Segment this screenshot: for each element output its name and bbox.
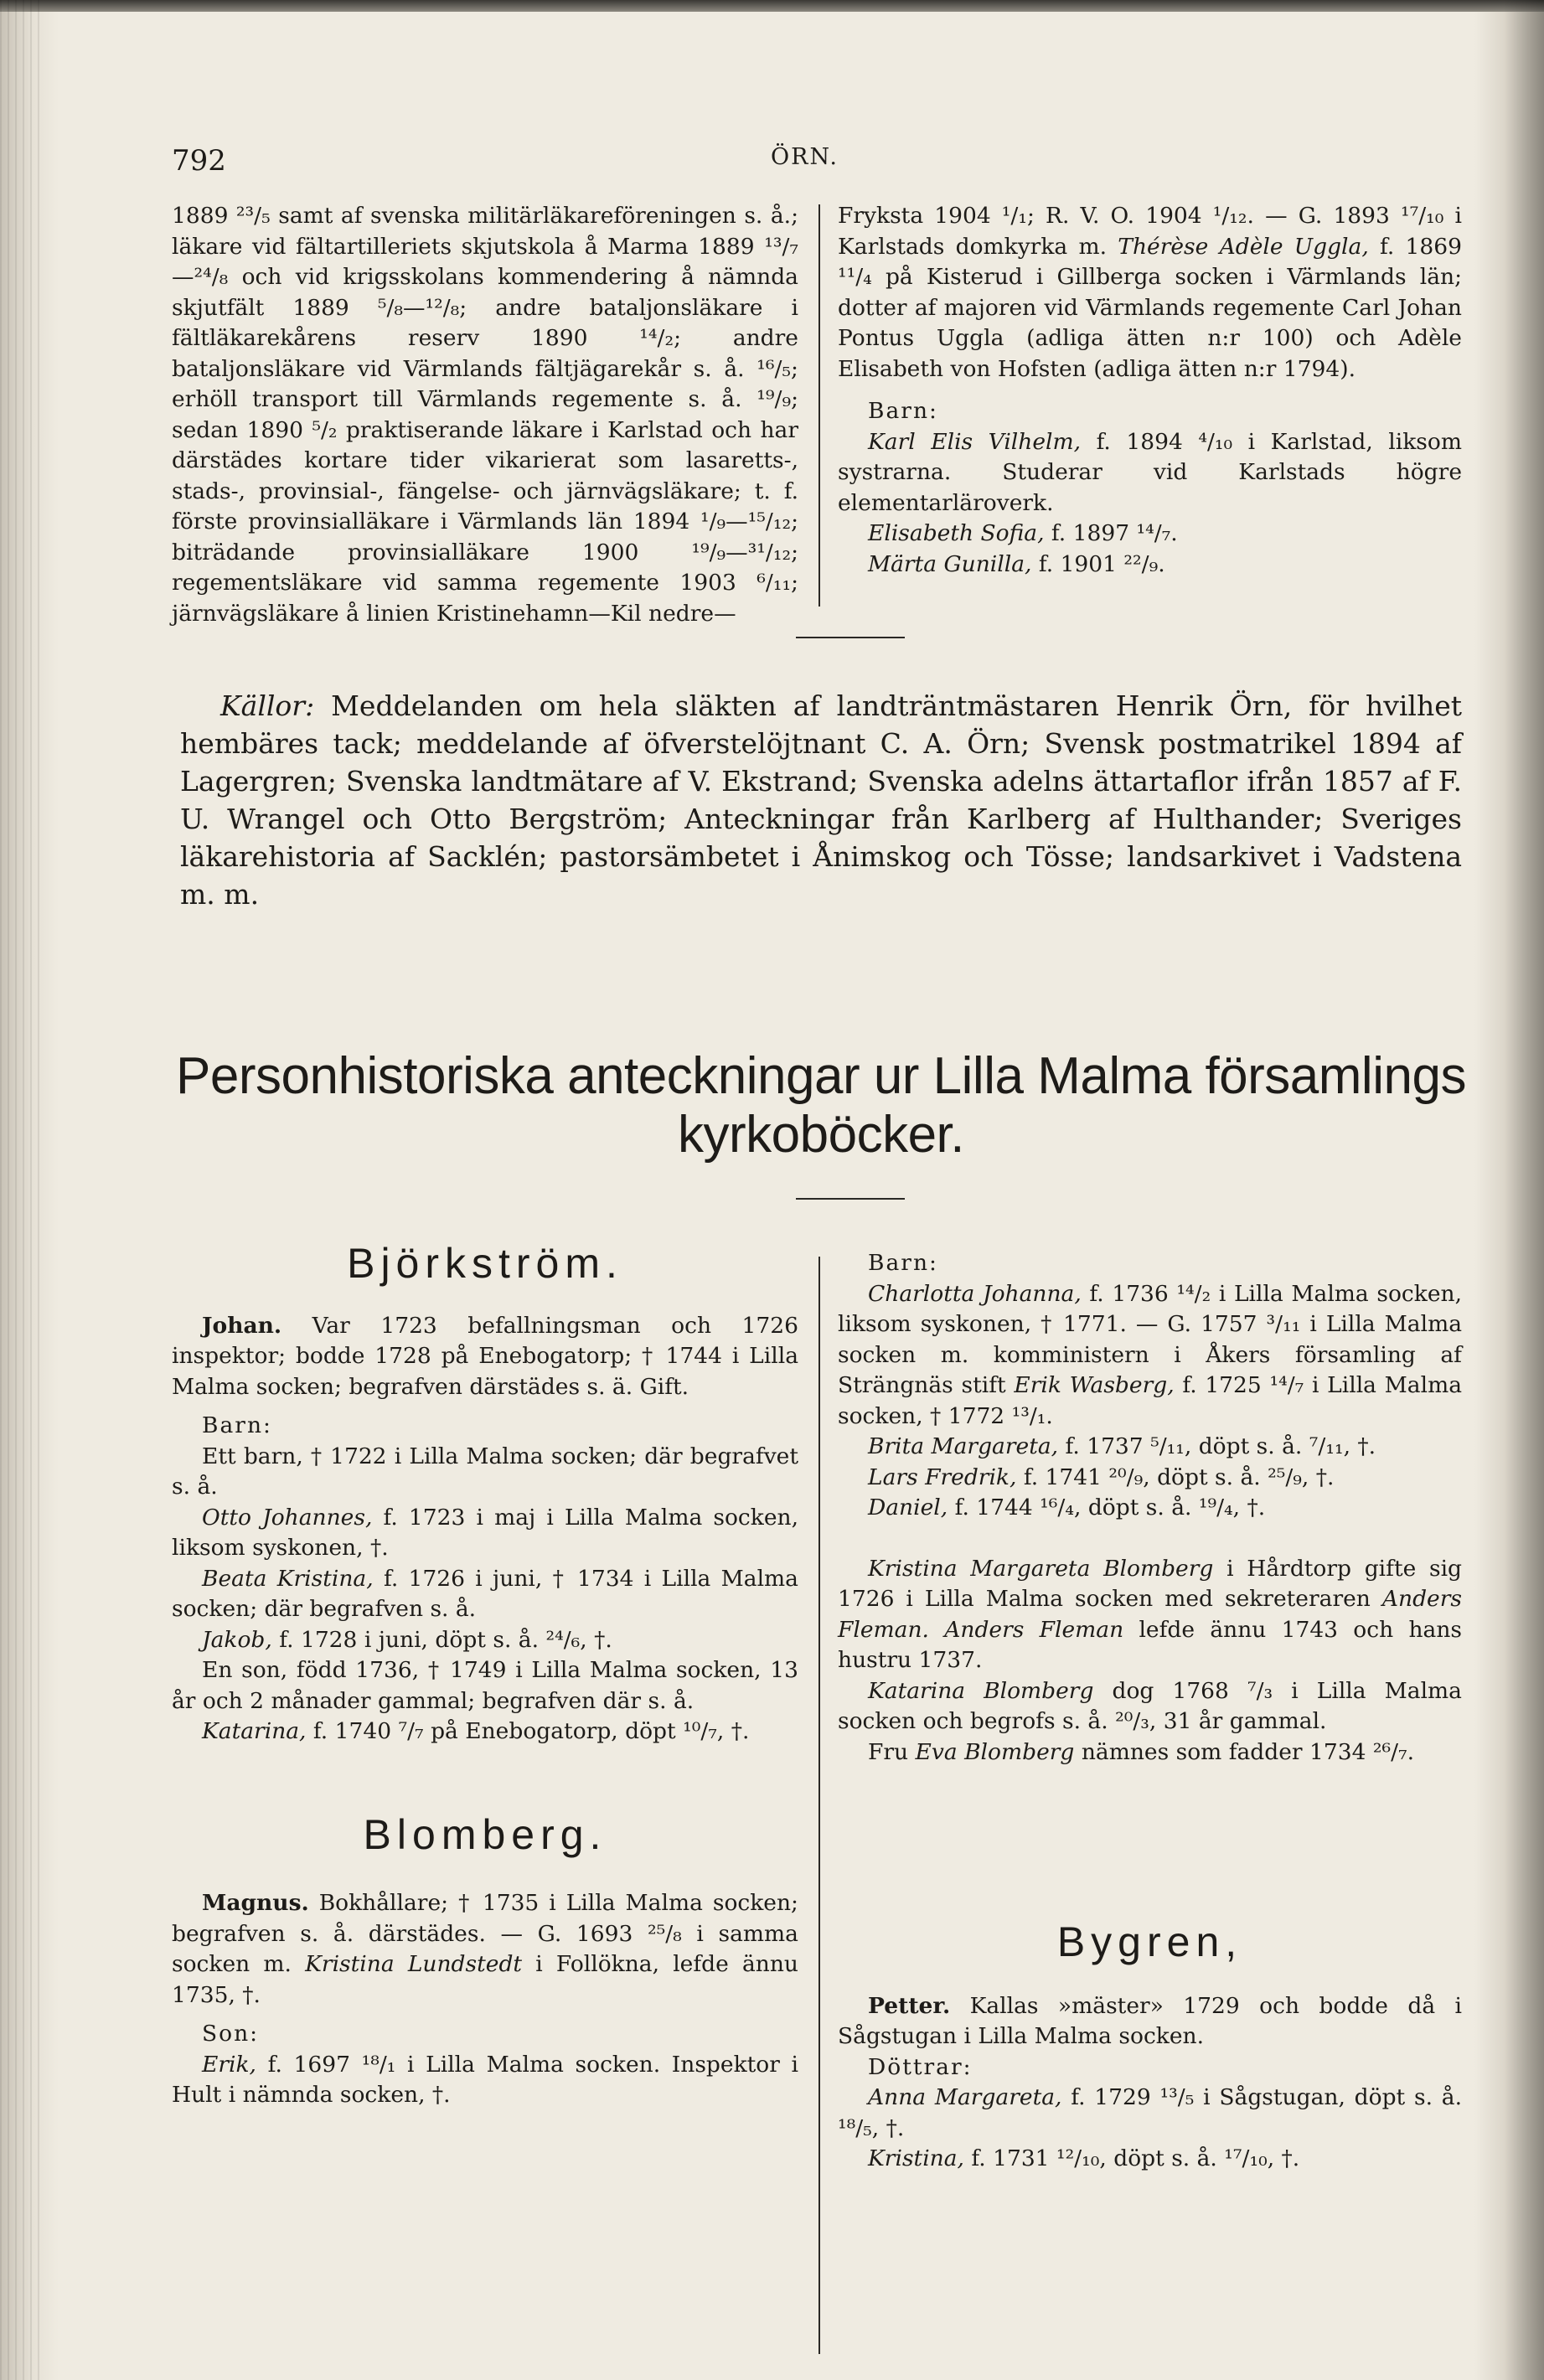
sources-paragraph: Källor: Meddelanden om hela släkten af landträntmästaren Henrik Örn, för hvilhet hembäres tack; meddelande af öfverstelöjtnant C. A. Örn; Svensk postmatrikel 1894 af Lagergren; Svenska landtmätare af V. Ekstrand; Svenska adelns ättartaflor ifrån 1857 af F. U. Wrangel och Otto Bergström; Anteckningar från Karlberg af Hulthander; Sveriges läkarehistoria af Sacklén; pastorsämbetet i Ånimskog och Tösse; landsarkivet i Vadstena m. m. (180, 689, 1462, 911)
child-entry: Charlotta Johanna, f. 1736 ¹⁴/₂ i Lilla Malma socken, liksom syskonen, † 1771. — G. 1757 ³/₁₁ i Lilla Malma socken m. komministern i Åkers församling af Strängnäs stift Erik Wasberg, f. 1725 ¹⁴/₇ i Lilla Malma socken, † 1772 ¹³/₁. (838, 1280, 1462, 1429)
section-title: Personhistoriska anteckningar ur Lilla Malma församlings kyrkoböcker. (176, 1047, 1466, 1164)
right-top-paragraph: Fryksta 1904 ¹/₁; R. V. O. 1904 ¹/₁₂. — G. 1893 ¹⁷/₁₀ i Karlstads domkyrka m. Thérèse Adèle Uggla, f. 1869 ¹¹/₄ på Kisterud i Gillberga socken i Värmlands län; dotter af majoren vid Värmlands regemente Carl Johan Pontus Uggla (adliga ätten n:r 100) och Adèle Elisabeth von Hofsten (adliga ätten n:r 1794). (838, 203, 1462, 382)
blomberg-note: Fru Eva Blomberg nämnes som fadder 1734 ²⁶/₇. (868, 1738, 1415, 1765)
surname-heading-bygren: Bygren, (1056, 1918, 1243, 1965)
column-divider-bottom (818, 1257, 820, 2354)
child-entry: Lars Fredrik, f. 1741 ²⁰/₉, döpt s. å. ²⁵/₉, †. (868, 1464, 1335, 1490)
person-entry: Petter. Kallas »mäster» 1729 och bodde då i Sågstugan i Lilla Malma socken. (838, 1992, 1462, 2049)
son-label: Son: (202, 2021, 260, 2047)
child-entry: Anna Margareta, f. 1729 ¹³/₅ i Sågstugan, döpt s. å. ¹⁸/₅, †. (838, 2084, 1462, 2141)
barn-label: Barn: (868, 398, 938, 424)
person-entry: Magnus. Bokhållare; † 1735 i Lilla Malma socken; begrafven s. å. därstädes. — G. 1693 ²⁵/₈ i samma socken m. Kristina Lundstedt i Follökna, lefde ännu 1735, †. (172, 1890, 798, 2008)
sources-label: Källor: (220, 689, 315, 722)
surname-heading-blomberg: Blomberg. (363, 1810, 607, 1858)
child-entry: Erik, f. 1697 ¹⁸/₁ i Lilla Malma socken. Inspektor i Hult i nämnda socken, †. (172, 2051, 798, 2108)
left-top-paragraph: 1889 ²³/₅ samt af svenska militärläkareföreningen s. å.; läkare vid fältartilleriets skjutskola å Marma 1889 ¹³/₇—²⁴/₈ och vid krigsskolans kommendering å nämnda skjutfält 1889 ⁵/₈—¹²/₈; andre bataljonsläkare i fältläkarekårens reserv 1890 ¹⁴/₂; andre bataljonsläkare vid Värmlands fältjägarekår s. å. ¹⁶/₅; erhöll transport till Värmlands regemente s. å. ¹⁹/₉; sedan 1890 ⁵/₂ praktiserande läkare i Karlstad och har därstädes kortare tider vikarierat som lasaretts-, stads-, provinsial-, fängelse- och järnvägsläkare; t. f. förste provinsialläkare i Värmlands län 1894 ¹/₉—¹⁵/₁₂; biträdande provinsialläkare 1900 ¹⁹/₉—³¹/₁₂; regementsläkare vid samma regemente 1903 ⁶/₁₁; järnvägsläkare å linien Kristinehamn—Kil nedre— (172, 203, 798, 627)
child-entry: Märta Gunilla, f. 1901 ²²/₉. (868, 550, 1165, 577)
surname-heading-bjorkstrom: Björkström. (347, 1240, 623, 1287)
scan-top-edge (0, 0, 1544, 12)
child-entry: Jakob, f. 1728 i juni, döpt s. å. ²⁴/₆, †. (202, 1626, 612, 1653)
running-head: ÖRN. (771, 144, 839, 170)
child-entry: Kristina, f. 1731 ¹²/₁₀, döpt s. å. ¹⁷/₁₀, †. (868, 2145, 1300, 2171)
page-number: 792 (172, 144, 226, 178)
child-entry: Ett barn, † 1722 i Lilla Malma socken; där begrafvet s. å. (172, 1443, 798, 1500)
child-entry: En son, född 1736, † 1749 i Lilla Malma socken, 13 år och 2 månader gammal; begrafven där s. å. (172, 1657, 798, 1714)
child-entry: Daniel, f. 1744 ¹⁶/₄, döpt s. å. ¹⁹/₄, †. (868, 1495, 1266, 1520)
page-edge-shadow (1504, 0, 1544, 2380)
barn-label: Barn: (202, 1412, 272, 1438)
right-column-bottom (838, 1248, 1462, 2175)
dottrar-label: Döttrar: (868, 2053, 973, 2080)
book-gutter (0, 0, 42, 2380)
child-entry: Beata Kristina, f. 1726 i juni, † 1734 i Lilla Malma socken; där begrafven s. å. (172, 1565, 798, 1622)
spouse-name: Thérèse Adèle Uggla, (1118, 233, 1369, 260)
column-divider-top (818, 204, 820, 607)
title-rule (796, 1198, 905, 1200)
blomberg-note: Kristina Margareta Blomberg i Hårdtorp gifte sig 1726 i Lilla Malma socken med sekreteraren Anders Fleman. Anders Fleman lefde ännu 1743 och hans hustru 1737. (838, 1555, 1463, 1673)
child-entry: Elisabeth Sofia, f. 1897 ¹⁴/₇. (868, 520, 1178, 546)
right-column-top (838, 201, 1462, 580)
child-entry: Brita Margareta, f. 1737 ⁵/₁₁, döpt s. å. ⁷/₁₁, †. (868, 1433, 1376, 1459)
left-column-top (172, 201, 798, 629)
left-column-bottom (172, 1240, 798, 2111)
person-entry: Johan. Var 1723 befallningsman och 1726 inspektor; bodde 1728 på Enebogatorp; † 1744 i Lilla Malma socken; begrafven därstädes s. ä. Gift. (172, 1312, 798, 1400)
blomberg-note: Katarina Blomberg dog 1768 ⁷/₃ i Lilla Malma socken och begrofs s. å. ²⁰/₃, 31 år gammal. (838, 1677, 1462, 1734)
child-entry: Karl Elis Vilhelm, f. 1894 ⁴/₁₀ i Karlstad, liksom systrarna. Studerar vid Karlstads högre elementarläroverk. (838, 428, 1462, 516)
child-entry: Katarina, f. 1740 ⁷/₇ på Enebogatorp, döpt ¹⁰/₇, †. (202, 1718, 750, 1744)
barn-label: Barn: (868, 1250, 938, 1276)
section-rule (796, 637, 905, 638)
child-entry: Otto Johannes, f. 1723 i maj i Lilla Malma socken, liksom syskonen, †. (172, 1504, 798, 1561)
